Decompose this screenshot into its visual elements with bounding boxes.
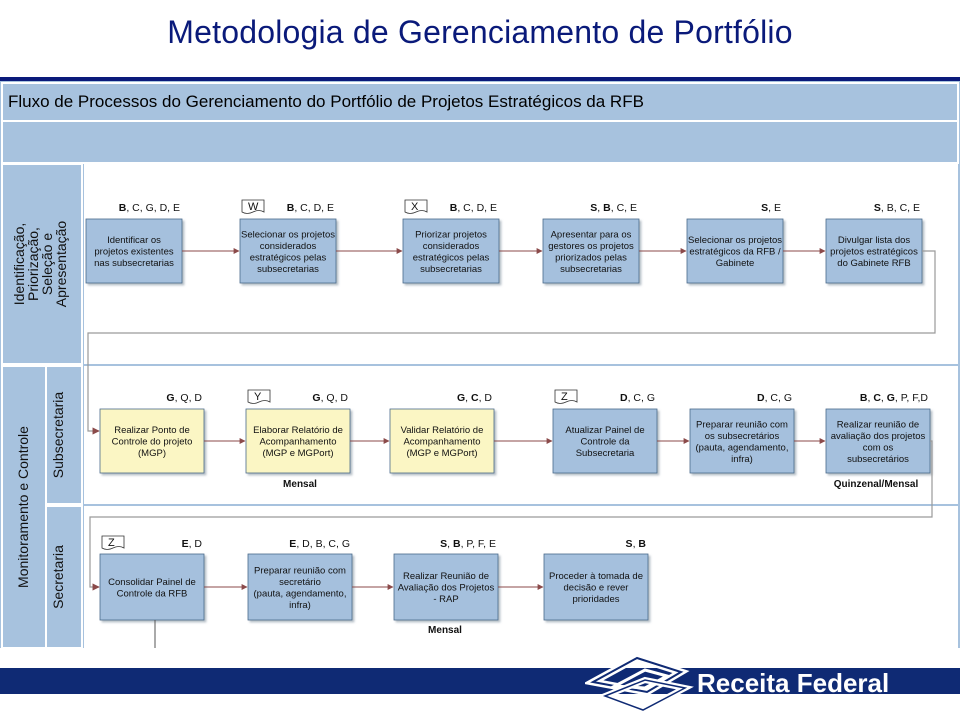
row2-note-quinzenal: Quinzenal/Mensal [833,479,919,490]
process-box-text: Preparar reunião com [254,565,346,577]
process-box-text: Avaliação dos Projetos [397,582,495,594]
process-box-text: priorizados pelas [555,252,627,264]
lane-label-monitoramento: Monitoramento e Controle [15,426,31,588]
process-box-text: Priorizar projetos [415,229,487,241]
process-box-text: avaliação dos projetos [830,430,926,442]
process-box-text: considerados [422,240,480,252]
row1-box-3 [403,219,499,283]
row2-box-6 [826,409,930,473]
process-box-text: decisão e rever [563,582,629,594]
process-box-text: - RAP [433,594,459,605]
process-box-text: Controle da RFB [116,588,188,600]
row2-box-2 [246,409,350,473]
process-box-text: Realizar reunião de [836,419,920,431]
row2-box-1 [100,409,204,473]
process-box-text: Realizar Reunião de [402,571,490,582]
page-title: Metodologia de Gerenciamento de Portfólio [167,14,793,50]
process-box-text: Identificar os [107,235,161,246]
process-box-text: estratégicos pelas [249,252,327,264]
process-box-text: do Gabinete RFB [837,258,911,269]
process-box-text: prioridades [572,594,620,605]
row3-responsibles-2: E, D, B, C, G [289,538,350,550]
process-box-text: Realizar Ponto de [114,425,190,436]
row2-responsibles-2: G, Q, D [312,392,348,404]
process-box-text: (MGP e MGPort) [406,448,478,459]
process-box-text: estratégicos pelas [412,252,490,264]
row1-box-4 [543,219,639,283]
process-box-text: subsecretarias [257,263,319,275]
row1-box-1 [86,219,182,283]
process-box-text: Gabinete [715,258,755,269]
lane-label-identificacao: Priorização, [25,227,41,301]
process-box-text: (MGP e MGPort) [262,448,334,459]
row2-responsibles-4: D, C, G [619,392,655,404]
row2-box-3 [390,409,494,473]
process-box-text: secretário [279,576,321,588]
row3-responsibles-3: S, B, P, F, E [440,538,496,550]
row2-responsibles-5: D, C, G [756,392,792,404]
process-box-text: infra) [289,599,311,611]
process-box-text: considerados [259,240,317,252]
receita-federal-logo-icon [585,652,695,716]
row1-box-5 [687,219,783,283]
document-letter: W [248,201,259,213]
process-box-text: projetos existentes [94,246,174,258]
row3-box-3 [394,554,498,620]
process-flow-diagram [0,81,960,648]
diagram-header: Fluxo de Processos do Gerenciamento do Portfólio de Projetos Estratégicos da RFB [8,92,644,111]
process-box-text: Selecionar os projetos [241,229,335,241]
process-box-text: projetos estratégicos [830,246,918,258]
process-box-text: subsecretários [847,453,909,465]
row3-responsibles-4: S, B [625,538,646,550]
row1-box-2 [240,219,336,283]
row1-responsibles-6: S, B, C, E [873,202,920,214]
document-letter: Y [254,391,262,403]
row2-responsibles-1: G, Q, D [166,392,202,404]
subheader-row [2,121,958,163]
row1-responsibles-1: B, C, G, D, E [118,202,180,214]
row1-responsibles-4: S, B, C, E [590,202,637,214]
process-box-text: Subsecretaria [575,448,635,459]
row3-box-1 [100,554,204,620]
process-box-text: os subsecretários [704,430,780,442]
row3-responsibles-1: E, D [181,538,202,550]
row3-box-4 [544,554,648,620]
process-box-text: subsecretarias [420,263,482,275]
document-letter: Z [561,391,568,403]
process-box-text: Elaborar Relatório de [253,425,343,436]
process-box-text: Consolidar Painel de [108,576,196,588]
document-letter: Z [108,537,115,549]
process-box-text: nas subsecretarias [94,258,174,269]
process-box-text: Acompanhamento [403,436,481,448]
row2-responsibles-3: G, C, D [456,392,492,404]
footer-logo-text: Receita Federal [697,668,890,698]
row1-responsibles-2: B, C, D, E [286,202,334,214]
process-box-text: Controle do projeto [111,436,193,448]
process-box-text: gestores os projetos [548,240,634,252]
row2-box-5 [690,409,794,473]
row2-box-4 [553,409,657,473]
row2-note-mensal: Mensal [283,479,317,490]
process-box-text: estratégicos da RFB / [689,246,781,258]
process-box-text: Controle da [580,436,630,448]
process-box-text: Apresentar para os [550,229,632,241]
process-box-text: Acompanhamento [259,436,337,448]
process-box-text: infra) [731,453,753,465]
row2-responsibles-6: B, C, G, P, F,D [859,392,928,404]
process-box-text: (pauta, agendamento, [695,442,789,454]
document-letter: X [411,201,419,213]
process-box-text: Selecionar os projetos [688,235,782,246]
process-box-text: subsecretarias [560,263,622,275]
row3-note-mensal: Mensal [428,625,462,636]
lane-label-secretaria: Secretaria [50,545,66,609]
process-box-text: Validar Relatório de [400,425,484,436]
row1-responsibles-3: B, C, D, E [449,202,497,214]
row1-responsibles-5: S, E [761,202,781,214]
lane-label-subsecretaria: Subsecretaria [50,391,66,479]
process-box-text: (MGP) [138,448,166,459]
lane-secretaria [84,506,958,648]
process-box-text: Divulgar lista dos [837,235,911,246]
lane-label-identificacao: Seleção e [39,232,55,296]
row3-box-2 [248,554,352,620]
process-box-text: (pauta, agendamento, [253,588,347,600]
process-box-text: com os [862,442,894,454]
process-box-text: Proceder à tomada de [548,571,644,582]
lane-label-identificacao: Identificação, [11,222,27,306]
process-box-text: Atualizar Painel de [565,425,645,436]
row1-box-6 [826,219,922,283]
process-box-text: Preparar reunião com [696,419,788,431]
lane-label-identificacao: Apresentação [53,220,69,308]
